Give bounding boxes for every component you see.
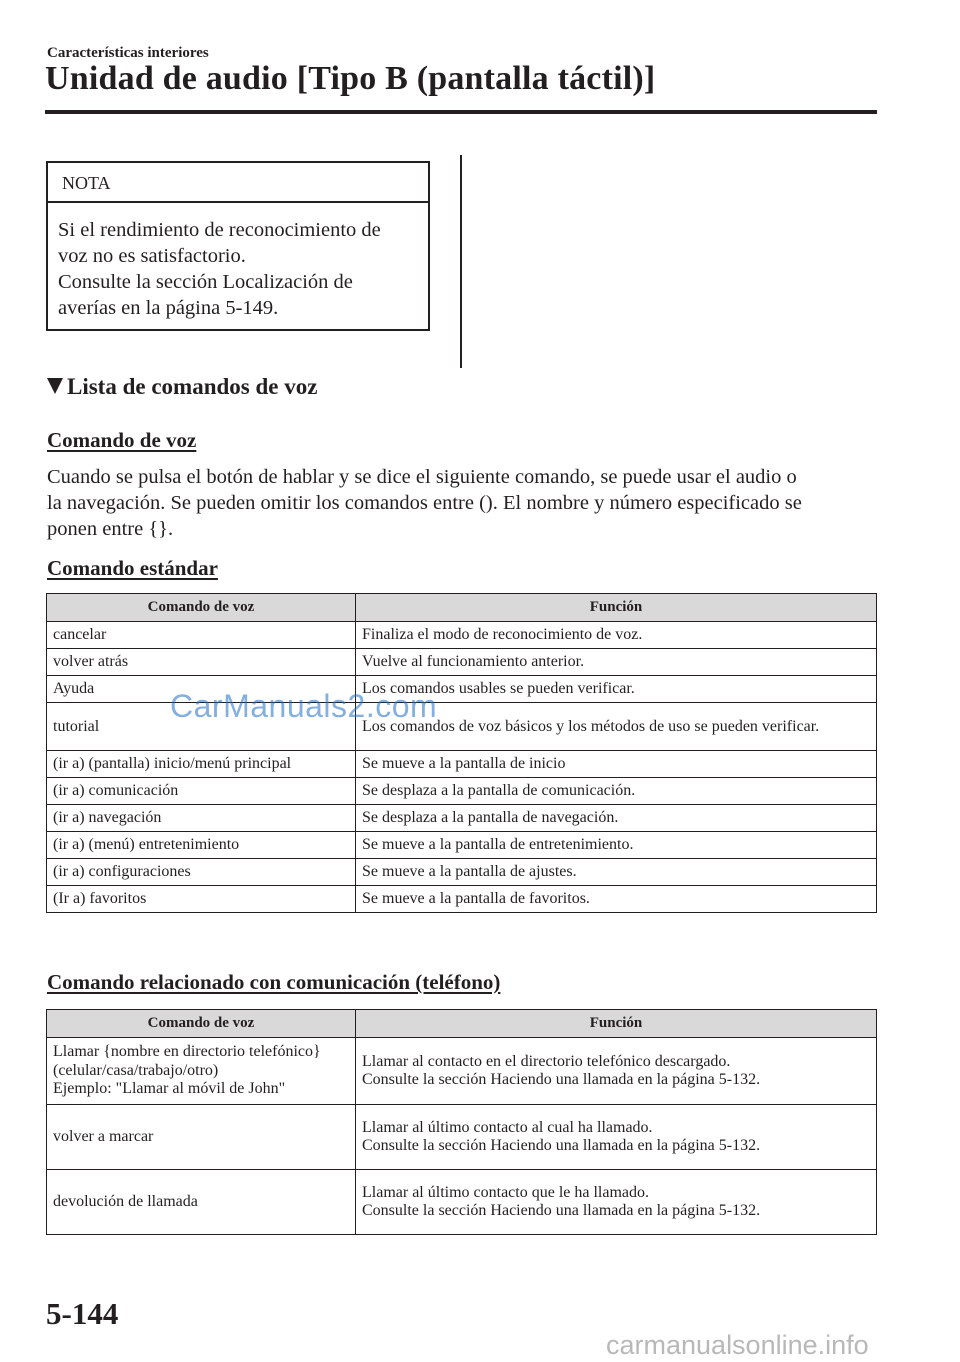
column-header-command: Comando de voz <box>47 594 356 622</box>
function-cell: Los comandos usables se pueden verificar. <box>356 676 877 703</box>
command-cell: volver atrás <box>47 649 356 676</box>
function-cell: Se desplaza a la pantalla de comunicación. <box>356 778 877 805</box>
function-line: Consulte la sección Haciendo una llamada en la página 5-132. <box>362 1071 761 1088</box>
command-line: (celular/casa/trabajo/otro) <box>53 1061 219 1079</box>
note-box <box>46 161 430 331</box>
command-line: devolución de llamada <box>53 1192 198 1210</box>
watermark: CarManuals2.com <box>170 688 438 724</box>
table-header-row <box>47 1010 877 1038</box>
phone-command-table <box>46 1009 877 1235</box>
note-line: voz no es satisfactorio. <box>58 245 246 267</box>
function-cell: Se desplaza a la pantalla de navegación. <box>356 805 877 832</box>
function-cell: Finaliza el modo de reconocimiento de voz. <box>356 622 877 649</box>
section-heading-text: Lista de comandos de voz <box>67 374 318 399</box>
function-line: Consulte la sección Haciendo una llamada en la página 5-132. <box>362 1202 761 1219</box>
table-row <box>47 1170 877 1235</box>
command-cell: cancelar <box>47 622 356 649</box>
command-cell: (ir a) navegación <box>47 805 356 832</box>
table-row <box>47 622 877 649</box>
paragraph-line: Cuando se pulsa el botón de hablar y se dice el siguiente comando, se puede usar el audio o <box>47 466 797 488</box>
command-cell <box>47 1038 356 1105</box>
paragraph-line: la navegación. Se pueden omitir los comandos entre (). El nombre y número especificado se <box>47 492 802 514</box>
function-line: Llamar al contacto en el directorio telefónico descargado. <box>362 1052 731 1070</box>
function-cell: Vuelve al funcionamiento anterior. <box>356 649 877 676</box>
site-footer: carmanualsonline.info <box>606 1330 869 1360</box>
command-cell: (ir a) (pantalla) inicio/menú principal <box>47 751 356 778</box>
function-cell: Se mueve a la pantalla de ajustes. <box>356 859 877 886</box>
function-line: Llamar al último contacto al cual ha llamado. <box>362 1118 653 1136</box>
table-row <box>47 778 877 805</box>
command-line: Ejemplo: "Llamar al móvil de John" <box>53 1080 286 1098</box>
table-row <box>47 832 877 859</box>
column-divider <box>460 155 462 368</box>
standard-command-table <box>46 593 877 913</box>
table-row <box>47 1105 877 1170</box>
function-cell <box>356 1038 877 1105</box>
command-line: Llamar {nombre en directorio telefónico} <box>53 1043 321 1061</box>
command-cell: (ir a) (menú) entretenimiento <box>47 832 356 859</box>
section-heading <box>47 374 317 400</box>
function-cell <box>356 1105 877 1170</box>
voice-command-heading: Comando de voz <box>47 428 197 452</box>
command-cell <box>47 1170 356 1235</box>
column-header-function: Función <box>356 594 877 622</box>
chapter-label: Características interiores <box>47 45 209 61</box>
triangle-bullet-icon <box>47 378 63 394</box>
command-cell: tutorial <box>47 703 356 751</box>
table-row <box>47 751 877 778</box>
function-cell: Los comandos de voz básicos y los métodos de uso se pueden verificar. <box>356 703 877 751</box>
function-cell: Se mueve a la pantalla de inicio <box>356 751 877 778</box>
function-line: Consulte la sección Haciendo una llamada en la página 5-132. <box>362 1137 761 1154</box>
function-cell: Se mueve a la pantalla de entretenimiento. <box>356 832 877 859</box>
voice-command-paragraph <box>47 464 887 542</box>
command-cell: (ir a) comunicación <box>47 778 356 805</box>
page-number: 5-144 <box>46 1296 119 1331</box>
standard-command-heading: Comando estándar <box>47 556 218 580</box>
note-body <box>48 203 428 321</box>
command-cell: Ayuda <box>47 676 356 703</box>
command-cell: (ir a) configuraciones <box>47 859 356 886</box>
note-line: averías en la página 5-149. <box>58 297 279 319</box>
note-label: NOTA <box>48 163 428 203</box>
note-line: Si el rendimiento de reconocimiento de <box>58 219 381 241</box>
paragraph-line: ponen entre {}. <box>47 518 174 540</box>
function-cell: Se mueve a la pantalla de favoritos. <box>356 886 877 913</box>
note-line: Consulte la sección Localización de <box>58 271 353 293</box>
function-cell <box>356 1170 877 1235</box>
page-title: Unidad de audio [Tipo B (pantalla táctil)] <box>45 60 656 97</box>
table-header-row <box>47 594 877 622</box>
header-divider <box>45 110 877 114</box>
command-line: volver a marcar <box>53 1127 154 1145</box>
table-row <box>47 859 877 886</box>
phone-command-heading: Comando relacionado con comunicación (teléfono) <box>47 970 501 994</box>
table-row <box>47 1038 877 1105</box>
function-line: Llamar al último contacto que le ha llamado. <box>362 1183 650 1201</box>
table-row <box>47 805 877 832</box>
column-header-function: Función <box>356 1010 877 1038</box>
command-cell <box>47 1105 356 1170</box>
column-header-command: Comando de voz <box>47 1010 356 1038</box>
table-row <box>47 886 877 913</box>
command-cell: (Ir a) favoritos <box>47 886 356 913</box>
table-row <box>47 649 877 676</box>
